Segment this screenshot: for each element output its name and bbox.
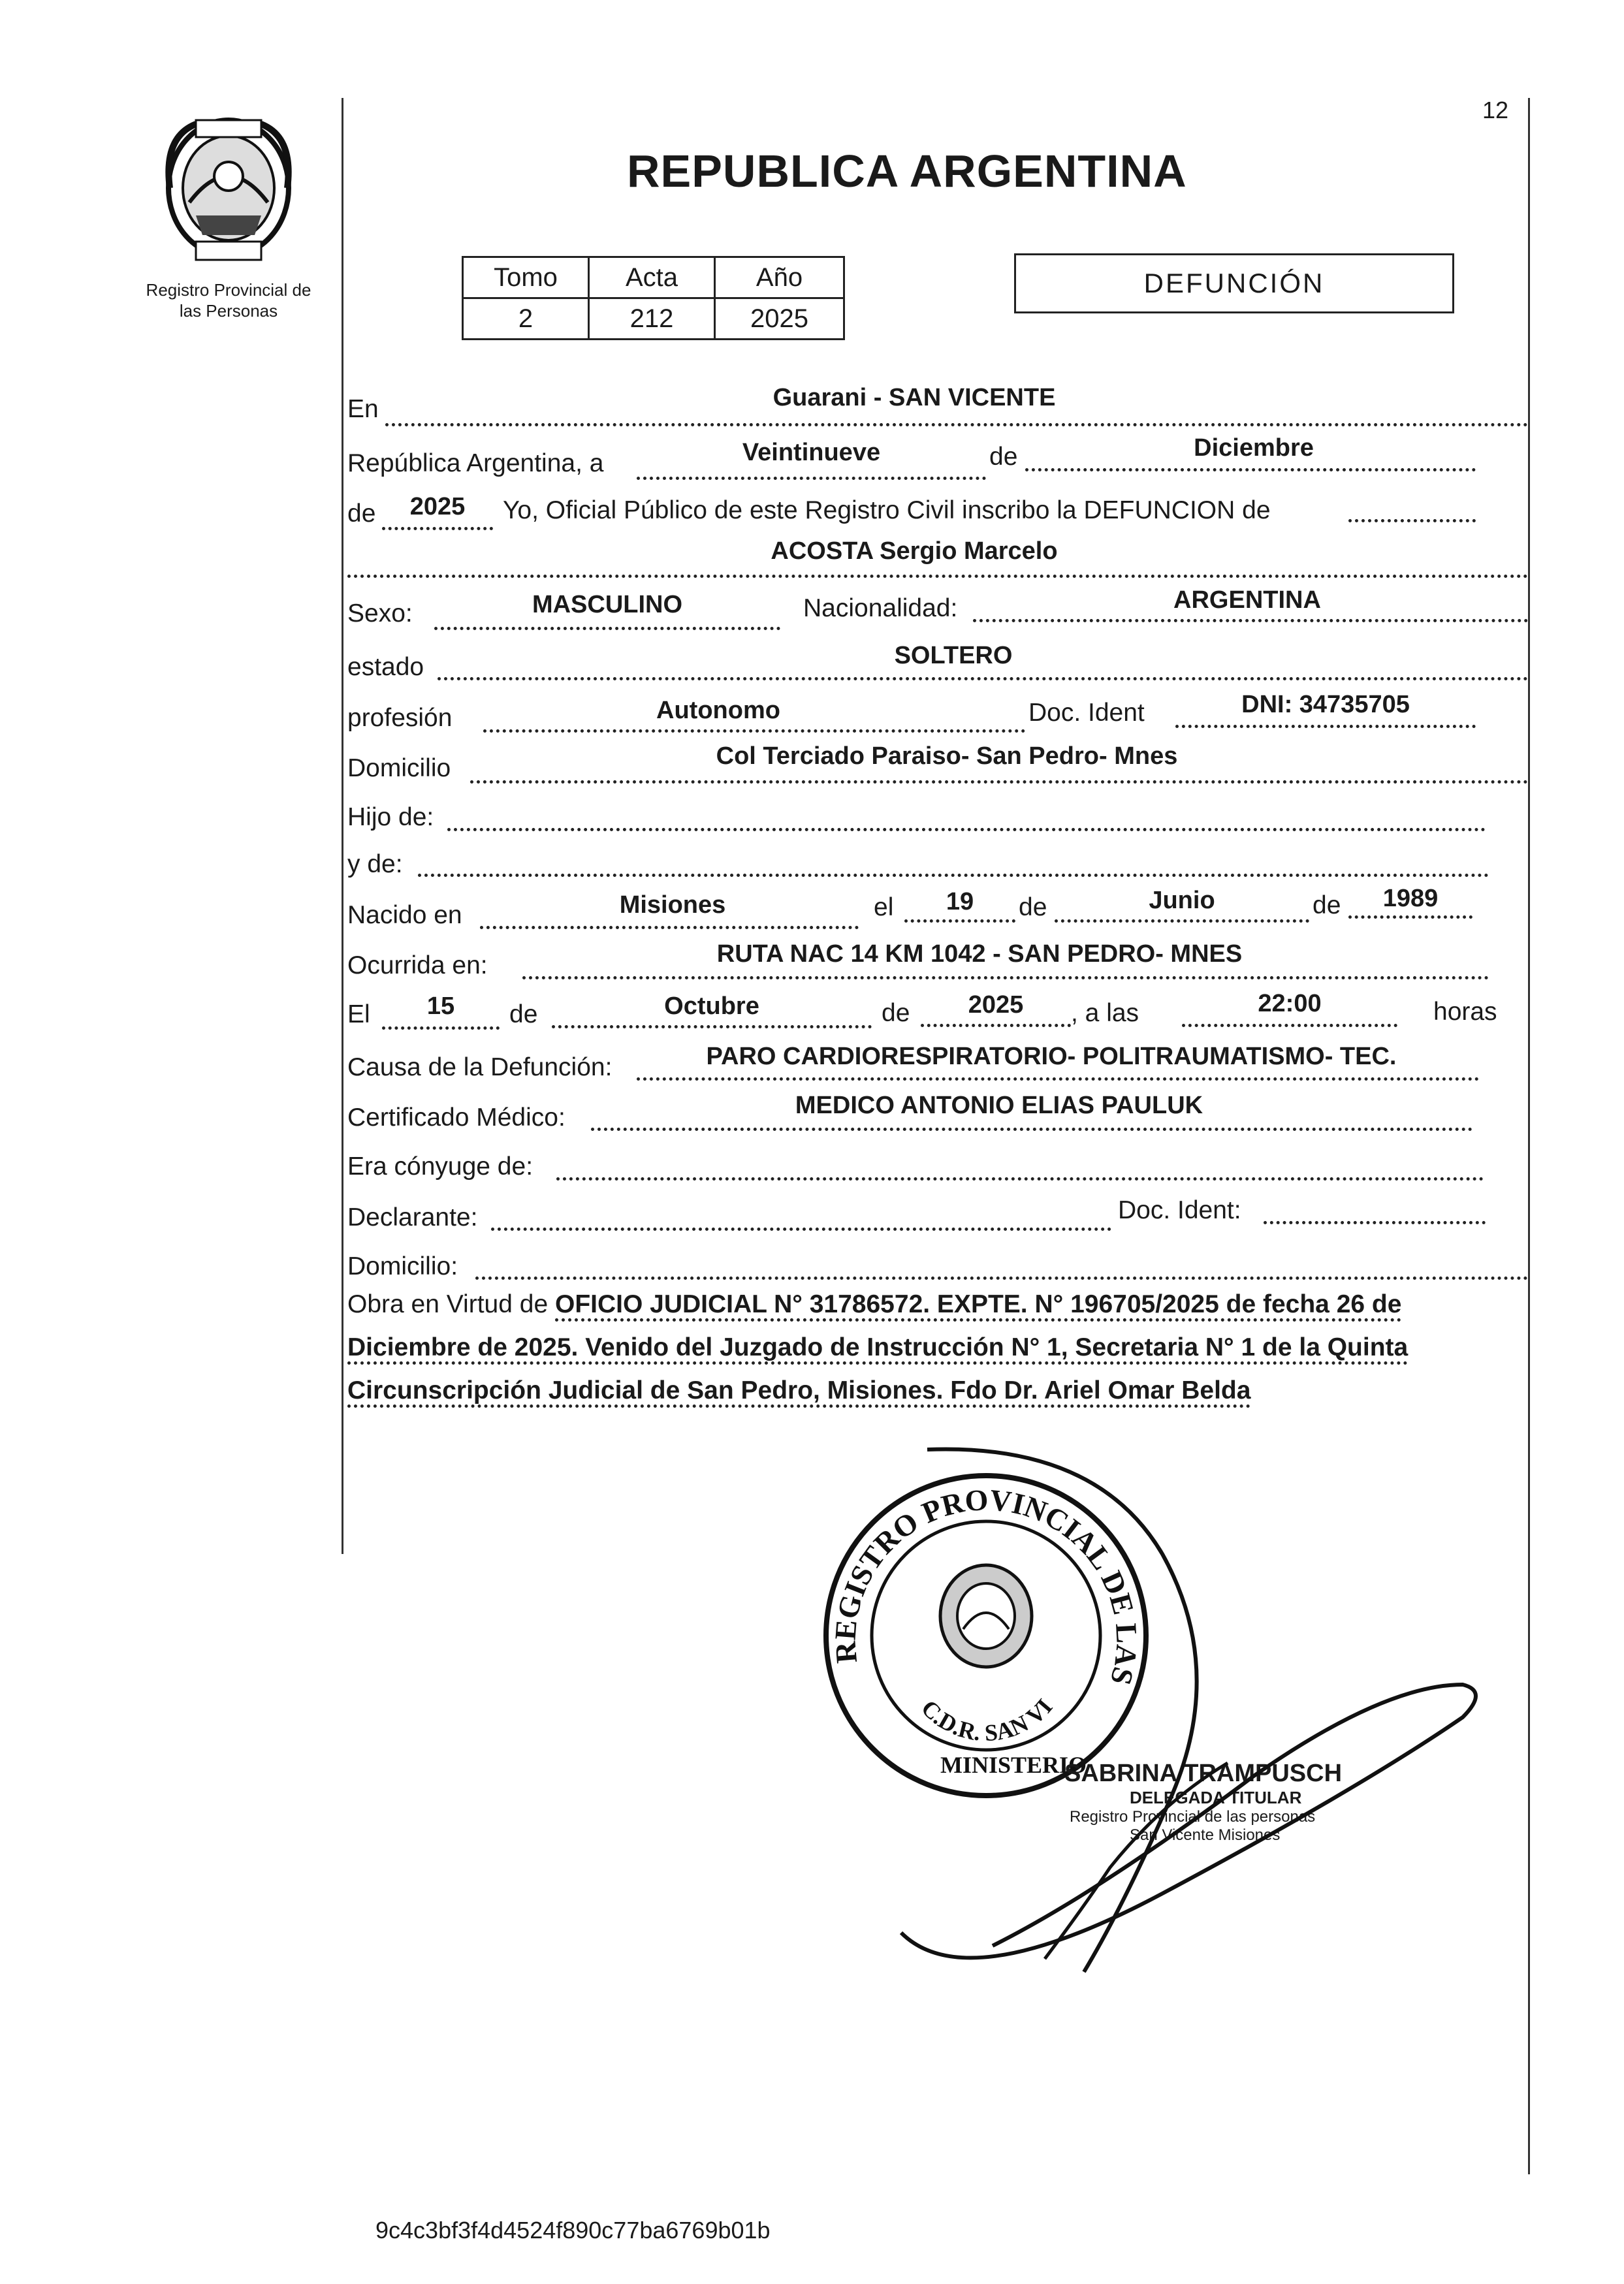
el-label: el (874, 893, 894, 921)
y-line (418, 874, 1489, 877)
obra-detail: OFICIO JUDICIAL N° 31786572. EXPTE. N° 196705/2025 de fecha 26 de Diciembre de 2025. Venido del Juzgado de Instrucción N° 1, Secretaria N° 1 de la Quinta Circunscripción Judicial de San Pedro, Misiones. Fdo Dr. Ariel Omar Belda (347, 1290, 1408, 1408)
profesion-value: Autonomo (656, 697, 780, 724)
obra-paragraph (347, 1283, 1529, 1412)
declarante-doc-label: Doc. Ident: (1118, 1196, 1241, 1224)
en-line (385, 423, 1528, 426)
left-margin-line (342, 98, 343, 1554)
signature-place: San Vicente Misiones (1130, 1826, 1281, 1844)
death-de2: de (882, 999, 910, 1027)
nacido-day: 19 (946, 888, 974, 915)
ocurrida-value: RUTA NAC 14 KM 1042 - SAN PEDRO- MNES (716, 940, 1243, 968)
nacido-year: 1989 (1382, 885, 1439, 912)
death-day: 15 (426, 992, 455, 1020)
domicilio2-line (475, 1277, 1528, 1280)
page-number: 12 (1482, 97, 1509, 123)
day-line (637, 477, 986, 480)
doc-label: Doc. Ident (1028, 699, 1145, 727)
footer-hash: 9c4c3bf3f4d4524f890c77ba6769b01b (375, 2217, 771, 2244)
year-line (382, 527, 493, 530)
ocurrida-line (522, 976, 1489, 979)
month-line (1025, 468, 1476, 471)
nacido-year-line (1348, 915, 1473, 919)
sexo-line (434, 627, 780, 630)
acta-value: 212 (589, 298, 715, 340)
doc-line (1175, 725, 1476, 728)
seal-inner-text: C.D.R. SAN VI (916, 1694, 1058, 1747)
death-year: 2025 (968, 991, 1024, 1019)
document-title: REPUBLICA ARGENTINA (627, 146, 1187, 197)
nacionalidad-line (973, 619, 1528, 622)
declarante-label: Declarante: (347, 1203, 478, 1231)
republica-label: República Argentina, a (347, 449, 604, 477)
signature-org: Registro Provincial de las personas (1070, 1808, 1316, 1826)
nacido-month-line (1055, 919, 1309, 923)
name-value: ACOSTA Sergio Marcelo (771, 537, 1058, 565)
tomo-header: Tomo (463, 257, 589, 298)
signature-role: DELEGADA TITULAR (1130, 1788, 1302, 1807)
domicilio2-label: Domicilio: (347, 1252, 458, 1280)
doc-value: DNI: 34735705 (1241, 691, 1410, 718)
nacido-place: Misiones (619, 891, 726, 919)
profesion-line (483, 729, 1025, 733)
act-type: DEFUNCIÓN (1143, 268, 1325, 298)
registry-line2: las Personas (179, 301, 278, 321)
el2-label: El (347, 1000, 370, 1028)
hijo-label: Hijo de: (347, 803, 434, 831)
nacido-de1: de (1019, 893, 1047, 921)
causa-line (637, 1077, 1479, 1081)
day-value: Veintinueve (742, 439, 881, 466)
provincia-de-misiones-emblem (157, 111, 300, 268)
right-margin-line (1528, 98, 1530, 2174)
estado-line (438, 677, 1528, 680)
ocurrida-label: Ocurrida en: (347, 951, 488, 979)
sexo-value: MASCULINO (532, 591, 683, 618)
seal-bottom-text: MINISTERIO (940, 1752, 1087, 1778)
sexo-label: Sexo: (347, 599, 413, 627)
de-label: de (989, 443, 1018, 471)
domicilio-value: Col Terciado Paraiso- San Pedro- Mnes (716, 742, 1178, 770)
ano-value: 2025 (715, 298, 844, 340)
acta-header: Acta (589, 257, 715, 298)
conyuge-label: Era cónyuge de: (347, 1152, 533, 1181)
nacido-de2: de (1313, 891, 1341, 919)
nacido-day-line (904, 919, 1015, 923)
nacionalidad-label: Nacionalidad: (803, 594, 958, 622)
nacido-month: Junio (1149, 887, 1215, 914)
registry-line1: Registro Provincial de (146, 280, 311, 300)
causa-value: PARO CARDIORESPIRATORIO- POLITRAUMATISMO- TEC. (706, 1043, 1397, 1070)
death-month: Octubre (664, 992, 759, 1020)
certificado-label: Certificado Médico: (347, 1103, 565, 1132)
domicilio-label: Domicilio (347, 754, 451, 782)
year-value: 2025 (409, 493, 466, 520)
estado-value: SOLTERO (894, 642, 1013, 669)
death-time: 22:00 (1258, 990, 1322, 1017)
year-label: de (347, 500, 376, 528)
death-time-line (1182, 1024, 1397, 1027)
inscribo-line (1348, 519, 1476, 522)
obra-prefix: Obra en Virtud de (347, 1290, 549, 1318)
death-year-line (921, 1024, 1071, 1027)
reference-table (462, 256, 845, 340)
horas-label: horas (1433, 998, 1497, 1026)
domicilio-line (470, 780, 1528, 784)
certificado-line (591, 1128, 1473, 1131)
en-label: En (347, 395, 379, 423)
death-day-line (382, 1026, 500, 1030)
tomo-value: 2 (463, 298, 589, 340)
declarante-doc-line (1264, 1221, 1486, 1224)
handwritten-signature (888, 1436, 1502, 1998)
estado-label: estado (347, 653, 424, 681)
name-line (347, 575, 1528, 578)
nacido-place-line (480, 926, 859, 929)
causa-label: Causa de la Defunción: (347, 1053, 613, 1081)
death-de1: de (509, 1000, 538, 1028)
en-value: Guarani - SAN VICENTE (772, 384, 1056, 411)
act-type-box (1014, 253, 1454, 313)
ano-header: Año (715, 257, 844, 298)
declarante-line (491, 1228, 1111, 1231)
death-month-line (552, 1025, 872, 1028)
month-value: Diciembre (1194, 434, 1314, 462)
y-label: y de: (347, 850, 403, 878)
registry-label (118, 279, 340, 321)
signature-name: SABRINA TRAMPUSCH (1064, 1760, 1343, 1787)
inscribo-text: Yo, Oficial Público de este Registro Civil inscribo la DEFUNCION de (503, 496, 1271, 524)
alas-label: , a las (1071, 999, 1139, 1027)
conyuge-line (556, 1177, 1484, 1181)
certificado-value: MEDICO ANTONIO ELIAS PAULUK (795, 1092, 1203, 1119)
nacionalidad-value: ARGENTINA (1173, 586, 1321, 614)
seal-outer-text: REGISTRO PROVINCIAL DE LAS (828, 1482, 1144, 1689)
hijo-line (447, 828, 1486, 831)
profesion-label: profesión (347, 704, 453, 732)
nacido-label: Nacido en (347, 901, 462, 929)
